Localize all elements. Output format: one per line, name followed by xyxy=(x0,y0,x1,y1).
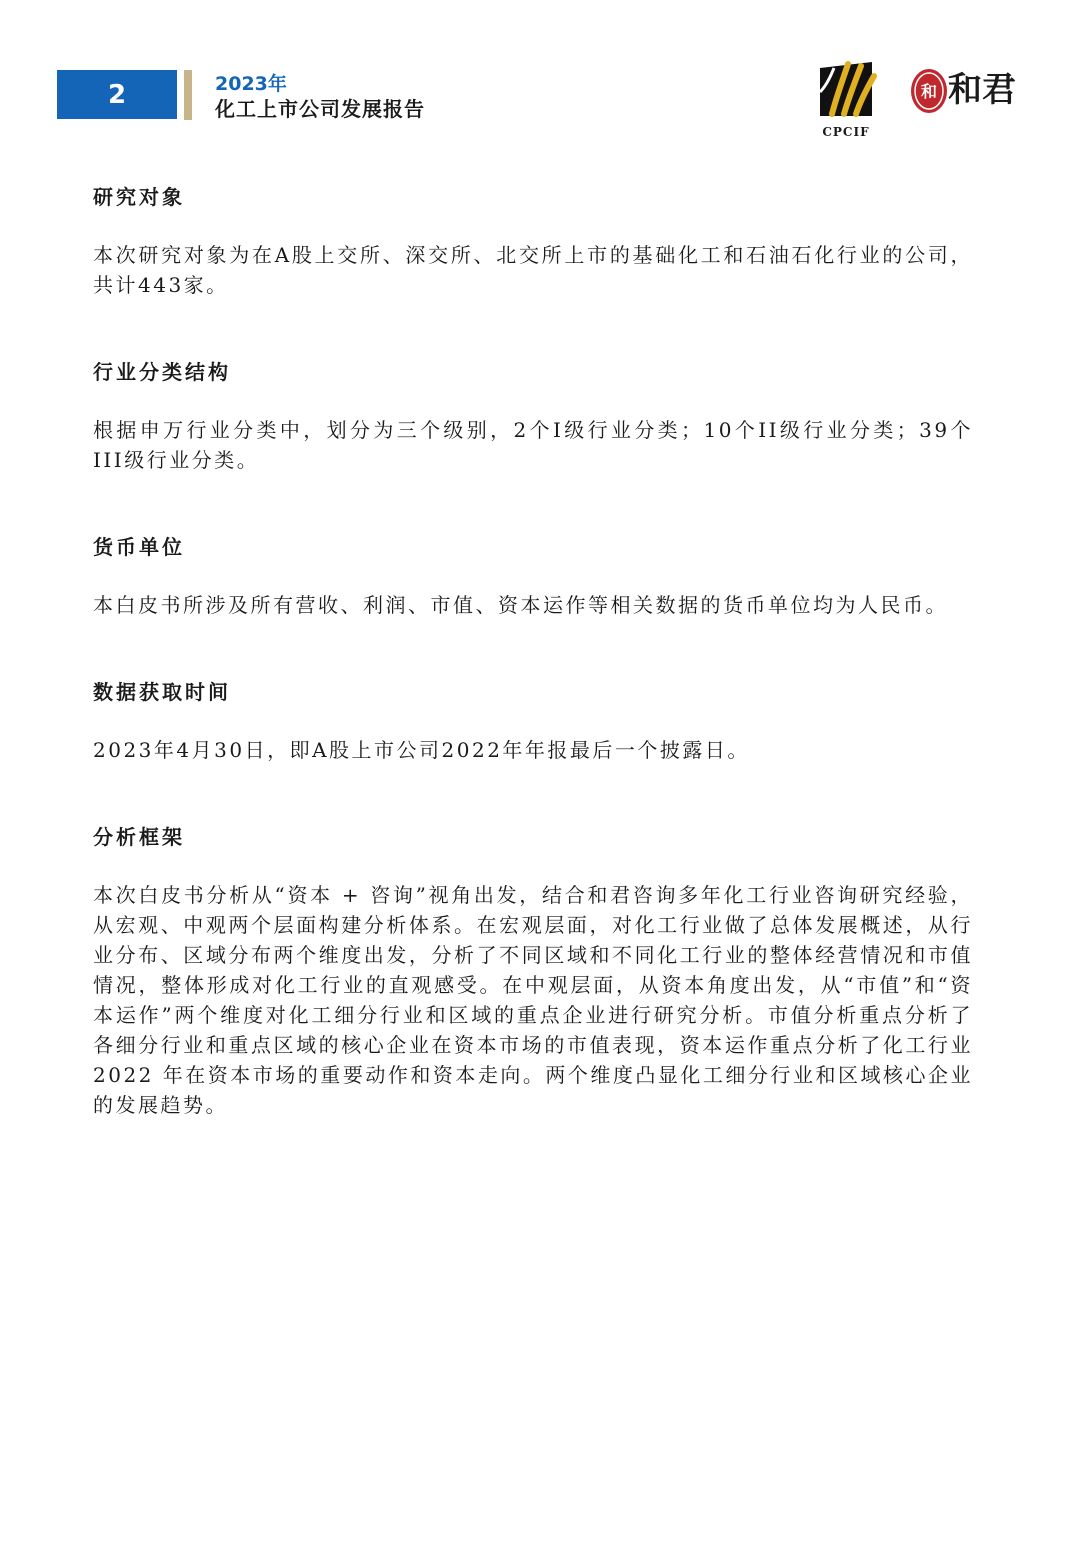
section-body: 本次研究对象为在A股上交所、深交所、北交所上市的基础化工和石油石化行业的公司，共计443家。 xyxy=(93,243,973,297)
page-number xyxy=(57,70,177,119)
cpcif-logo xyxy=(806,52,886,144)
section-body: 2023年4月30日，即A股上市公司2022年年报最后一个披露日。 xyxy=(93,738,750,762)
section-heading: 研究对象 xyxy=(93,185,185,209)
section-data-time xyxy=(93,675,973,765)
section-heading: 数据获取时间 xyxy=(93,680,231,704)
section-body: 根据申万行业分类中，划分为三个级别，2个I级行业分类；10个II级行业分类；39个III级行业分类。 xyxy=(93,418,973,472)
section-heading: 货币单位 xyxy=(93,535,185,559)
header-divider xyxy=(184,70,192,120)
cpcif-logo-text: CPCIF xyxy=(822,125,870,139)
report-title: 化工上市公司发展报告 xyxy=(215,97,425,121)
section-industry-classification xyxy=(93,355,973,475)
cpcif-emblem-icon xyxy=(806,52,886,124)
hejun-seal-icon xyxy=(908,66,950,116)
report-year: 2023年 xyxy=(215,73,287,95)
hejun-logo xyxy=(908,64,1048,120)
section-currency-unit xyxy=(93,530,973,620)
hejun-logo-text: 和君 xyxy=(948,70,1016,110)
section-heading: 分析框架 xyxy=(93,825,185,849)
section-research-object xyxy=(93,180,973,300)
section-analysis-framework xyxy=(93,820,973,1120)
seal-char: 和 xyxy=(920,82,938,101)
main-content xyxy=(93,180,973,1120)
section-body: 本次白皮书分析从“资本 + 咨询”视角出发，结合和君咨询多年化工行业咨询研究经验，从宏观、中观两个层面构建分析体系。在宏观层面，对化工行业做了总体发展概述，从行业分布、区域分布两个维度出发，分析了不同区域和不同化工行业的整体经营情况和市值情况，整体形成对化工行业的直观感受。在中观层面，从资本角度出发，从“市值”和“资本运作”两个维度对化工细分行业和区域的重点企业进行研究分析。市值分析重点分析了各细分行业和重点区域的核心企业在资本市场的市值表现，资本运作重点分析了化工行业 2022 年在资本市场的重要动作和资本走向。两个维度凸显化工细分行业和区域核心企业的发展趋势。 xyxy=(93,883,973,1117)
section-body: 本白皮书所涉及所有营收、利润、市值、资本运作等相关数据的货币单位均为人民币。 xyxy=(93,593,948,617)
section-heading: 行业分类结构 xyxy=(93,360,231,384)
page-number-text: 2 xyxy=(107,79,127,110)
